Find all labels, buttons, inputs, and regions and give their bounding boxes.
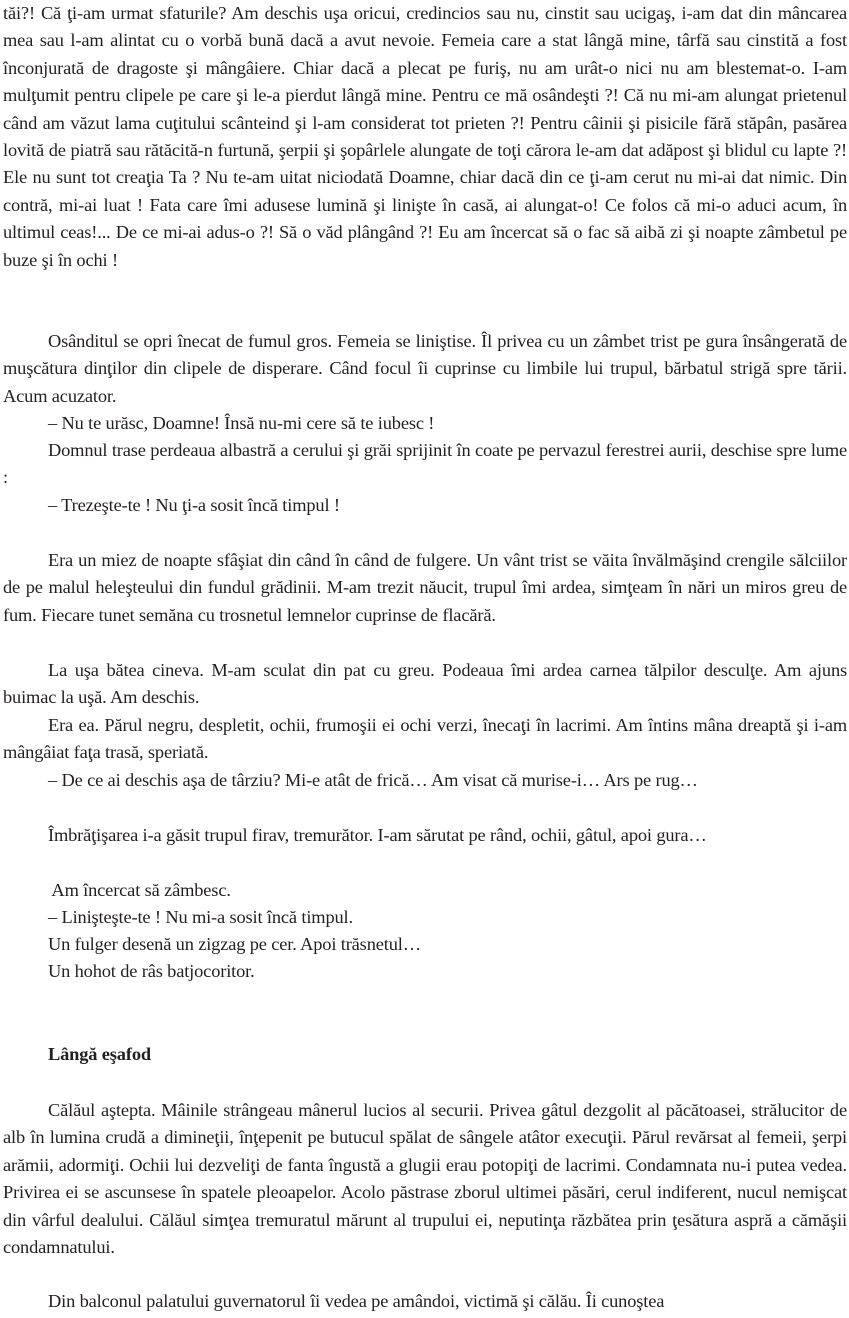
paragraph-door: La uşa bătea cineva. M-am sculat din pat cu greu. Podeaua îmi ardea carnea tălpilor desculţe. Am ajuns buimac la uşă. Am deschis. [3, 660, 847, 708]
paragraph-midnight: Era un miez de noapte sfâşiat din când în când de fulgere. Un vânt trist se văita învălmăşind crengile sălciilor de pe malul heleşteului din fundul grădinii. M-am trezit năucit, trupul îmi ardea, simţeam în nări un miros greu de fum. Fiecare tunet semăna cu trosnetul lemnelor cuprinse de flacără. [3, 550, 847, 625]
dialogue-line: – Linişteşte-te ! Nu mi-a sosit încă timpul. [48, 907, 353, 927]
paragraph-lord: Domnul trase perdeaua albastră a cerului şi grăi sprijinit în coate pe pervazul ferestrei aurii, deschise spre lume : [3, 440, 847, 488]
paragraph-governor: Din balconul palatului guvernatorul îi vedea pe amândoi, victimă şi călău. Îi cunoştea [48, 1291, 665, 1311]
dialogue-line: – Nu te urăsc, Doamne! Însă nu-mi cere să te iubesc ! [48, 413, 435, 433]
paragraph-embrace: Îmbrăţişarea i-a găsit trupul firav, tremurător. I-am sărutat pe rând, ochii, gâtul, apoi gura… [48, 825, 707, 845]
paragraph-condemned: Osânditul se opri înecat de fumul gros. Femeia se liniştise. Îl privea cu un zâmbet trist pe gura însângerată de muşcătura dinţilor din clipele de disperare. Când focul îi cuprinse cu limbile lui trupul, bărbatul strigă spre tării. Acum acuzator. [3, 331, 847, 406]
paragraph-smile: Am încercat să zâmbesc. [48, 880, 231, 900]
paragraph-lightning: Un fulger desenă un zigzag pe cer. Apoi trăsnetul… [48, 934, 421, 954]
paragraph-laughter: Un hohot de râs batjocoritor. [48, 961, 255, 981]
paragraph-her: Era ea. Părul negru, despletit, ochii, frumoşii ei ochi verzi, înecaţi în lacrimi. Am întins mâna dreaptă şi i-am mângâiat faţa trasă, speriată. [3, 715, 847, 763]
dialogue-line: – De ce ai deschis aşa de târziu? Mi-e atât de frică… Am visat că murise-i… Ars pe rug… [48, 770, 698, 790]
dialogue-line: – Trezeşte-te ! Nu ţi-a sosit încă timpul ! [48, 495, 340, 515]
section-heading: Lângă eşafod [48, 1044, 151, 1064]
paragraph-executioner: Călăul aştepta. Mâinile strângeau mânerul lucios al securii. Privea gâtul dezgolit al păcătoasei, strălucitor de alb în lumina crudă a dimineţii, înţepenit pe butucul spălat de sângele atâtor execuţii. Părul revărsat al femeii, şerpi arămii, adormiţi. Ochii lui dezveliţi de fanta îngustă a glugii erau potopiţi de lacrimi. Condamnata nu-i putea vedea. Privirea ei se ascunsese în spatele pleoapelor. Acolo păstrase zborul ultimei păsări, cerul indiferent, nucul nemişcat din vârful dealului. Călăul simţea tremuratul mărunt al trupului ei, neputinţa răzbătea prin ţesătura aspră a cămăşii condamnatului. [3, 1100, 847, 1258]
paragraph-accusation: tăi?! Că ţi-am urmat sfaturile? Am deschis uşa oricui, credincios sau nu, cinstit sau ucigaş, i-am dat din mâncarea mea sau l-am alintat cu o vorbă bună dacă a avut nevoie. Femeia care a stat lângă mine, târfă sau cinstită a fost înconjurată de dragoste şi mângâiere. Chiar dacă a plecat pe furiş, nu am urât-o nici nu am blestemat-o. I-am mulţumit pentru clipele pe care şi le-a pierdut lângă mine. Pentru ce mă osândeşti ?! Că nu mi-am alungat prietenul când am văzut lama cuţitului scânteind şi l-am considerat tot prieten ?! Pentru câinii şi pisicile fără stăpân, pasărea lovită de piatră sau rătăcită-n furtună, şerpii şi şopârlele alungate de toţi cărora le-am dat adăpost şi blidul cu lapte ?! Ele nu sunt tot creaţia Ta ? Nu te-am uitat niciodată Doamne, chiar dacă din ce ţi-am cerut nu mi-ai dat nimic. Din contră, mi-ai luat ! Fata care îmi adusese lumină şi linişte în casă, ai alungat-o! Ce folos că mi-o aduci acum, în ultimul ceas!... De ce mi-ai adus-o ?! Să o văd plângând ?! Eu am încercat să o fac să aibă zi şi noapte zâmbetul pe buze şi în ochi ! [3, 3, 847, 270]
